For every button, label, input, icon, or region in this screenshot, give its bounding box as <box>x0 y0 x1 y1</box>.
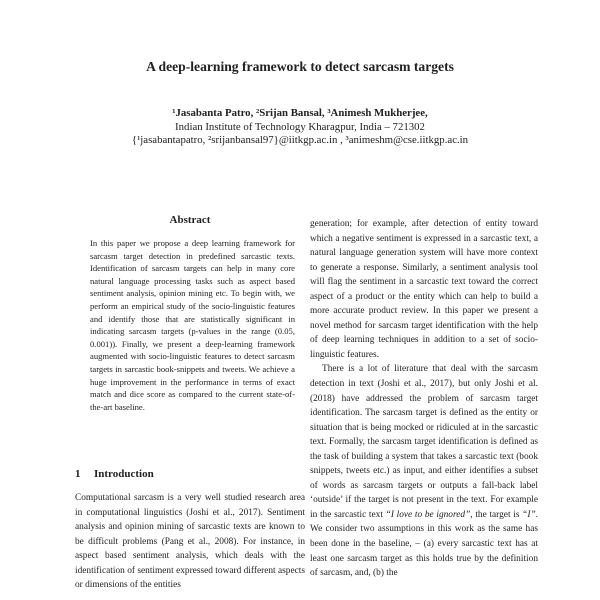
right-paragraph-2-text-b: , the target is <box>470 509 523 520</box>
abstract-text: In this paper we propose a deep learning framework for sarcasm target detection in predefined sarcastic texts. Identification of sarcasm targets can help in many core natural language processing tasks such as aspect based sentiment analysis, opinion mining etc. To begin with, we perform an empirical study of the socio-linguistic features and identify those that are statistically significant in indicating sarcasm targets (p-values in the range (0.05, 0.001)). Finally, we present a deep-learning framework augmented with socio-linguistic features to detect sarcasm targets in sarcastic book-snippets and tweets. We achieve a huge improvement in the performance in terms of exact match and dice score as compared to the current state-of-the-art baseline. <box>90 238 295 412</box>
introduction-paragraph: Computational sarcasm is a very well studied research area in computational linguistics (Joshi et al., 2017). Sentiment analysis and opinion mining of sarcastic texts are known to be difficult problems (Pang et al., 2008). For instance, in aspect based sentiment analysis, which deals with the identification of sentiment expressed toward different aspects or dimensions of the entities <box>75 493 305 590</box>
abstract-body <box>90 237 295 413</box>
right-paragraph-2 <box>310 362 538 580</box>
abstract-heading: Abstract <box>169 214 211 226</box>
author-affiliation: Indian Institute of Technology Kharagpur, India – 721302 <box>175 120 425 133</box>
section-heading-introduction <box>75 468 154 480</box>
example-target: “I” <box>522 509 536 520</box>
paper-title: A deep-learning framework to detect sarcasm targets <box>146 59 454 74</box>
right-paragraph-1: generation; for example, after detection of entity toward which a negative sentiment is expressed in a sarcastic text, a natural language generation system will have more context to generate a response. Similarly, a sentiment analysis tool will flag the sentiment in a sarcastic text toward the correct aspect of a product or the entity which can help to build a more accurate product review. In this paper we present a novel method for sarcasm target identification with the help of deep learning techniques in addition to a set of socio-linguistic features. <box>310 219 538 360</box>
introduction-body <box>75 491 305 593</box>
right-paragraph-2-text-c: . We consider two assumptions in this work as the same has been done in the baseline, – (a) every sarcastic text has at least one sarcasm target as this holds true by the definition of sarcasm, and, (b) the <box>310 509 539 579</box>
section-number: 1 <box>75 468 81 480</box>
example-quote: “I love to be ignored” <box>385 509 471 520</box>
right-column <box>310 217 538 581</box>
author-emails: {¹jasabantapatro, ²srijanbansal97}@iitkgp.ac.in , ³animeshm@cse.iitkgp.ac.in <box>131 134 469 147</box>
author-block <box>0 107 600 148</box>
section-title: Introduction <box>94 468 154 480</box>
author-names: ¹Jasabanta Patro, ²Srijan Bansal, ³Animesh Mukherjee, <box>172 107 428 119</box>
right-paragraph-2-text-a: There is a lot of literature that deal with the sarcasm detection in text (Joshi et al., 2017), but only Joshi et al. (2018) have addressed the problem of sarcasm target identification. The sarcasm target is defined as the entity or situation that is being mocked or ridiculed at in the sarcastic text. Formally, the sarcasm target identification is defined as the task of building a system that takes a sarcastic text (book snippets, tweets etc.) as input, and either identifies a subset of words as sarcasm targets or outputs a fall-back label ‘outside’ if the target is not present in the text. For example in the sarcastic text <box>310 364 538 520</box>
